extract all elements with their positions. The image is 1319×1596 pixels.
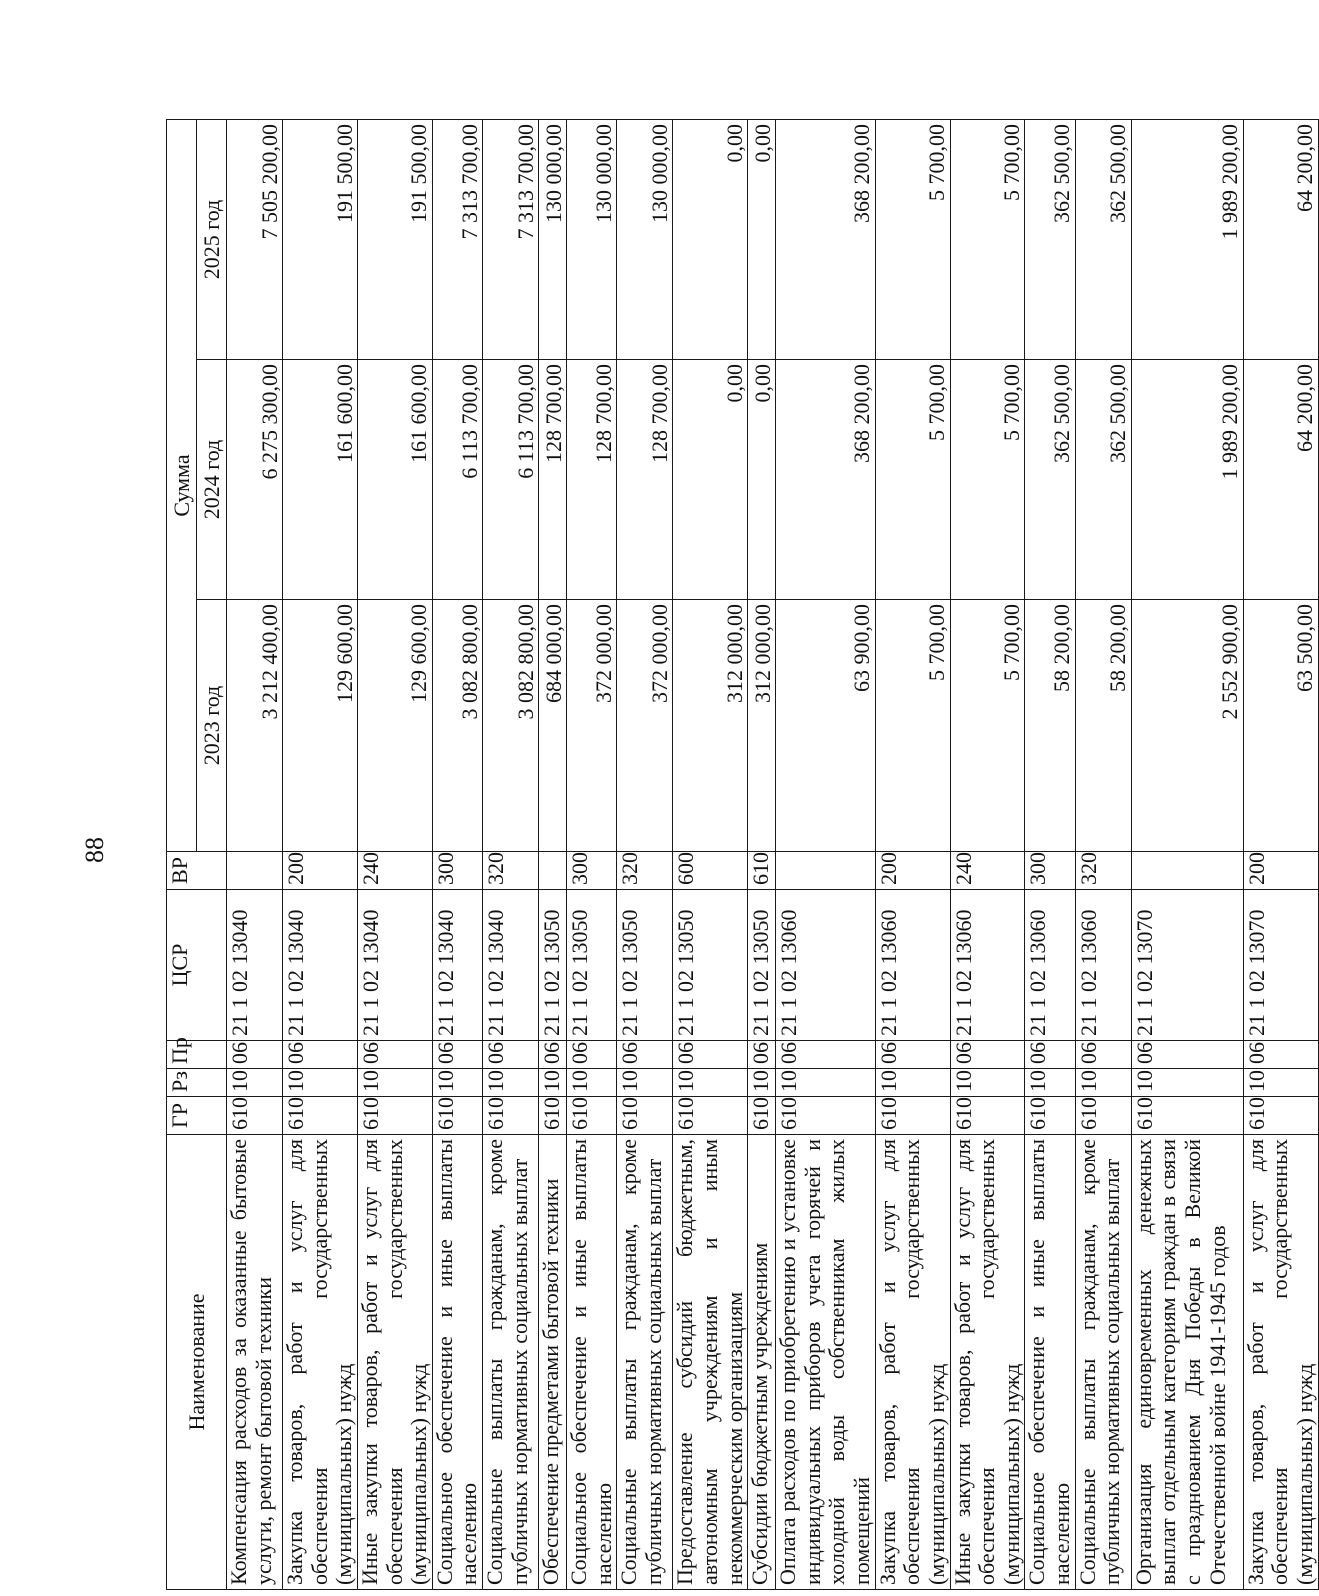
- row-csr: 21 1 02 13040: [283, 890, 358, 1041]
- row-sum-2024: 6 113 700,00: [483, 360, 539, 600]
- row-sum-2025: 5 700,00: [875, 120, 950, 360]
- row-sum-2024: 128 700,00: [539, 360, 567, 600]
- row-sum-2025: 7 313 700,00: [432, 120, 482, 360]
- row-sum-2025: 191 500,00: [357, 120, 432, 360]
- row-sum-2023: 684 000,00: [539, 600, 567, 852]
- row-csr: 21 1 02 13060: [950, 890, 1025, 1041]
- row-csr: 21 1 02 13040: [483, 890, 539, 1041]
- row-sum-2023: 3 082 800,00: [432, 600, 482, 852]
- row-gr: 610: [283, 1097, 358, 1135]
- row-vr: [776, 852, 876, 890]
- row-gr: 610: [483, 1097, 539, 1135]
- row-sum-2023: 312 000,00: [673, 600, 748, 852]
- row-sum-2025: 362 500,00: [1025, 120, 1075, 360]
- row-sum-2024: 362 500,00: [1025, 360, 1075, 600]
- row-rz: 10: [432, 1069, 482, 1097]
- row-sum-2023: 312 000,00: [748, 600, 776, 852]
- row-sum-2024: 1 989 200,00: [1131, 360, 1243, 600]
- row-sum-2023: 372 000,00: [567, 600, 617, 852]
- row-sum-2024: 161 600,00: [283, 360, 358, 600]
- row-sum-2023: 2 552 900,00: [1131, 600, 1243, 852]
- row-gr: 610: [539, 1097, 567, 1135]
- col-header-2024: 2024 год: [197, 360, 227, 600]
- row-vr: 240: [950, 852, 1025, 890]
- row-csr: 21 1 02 13060: [1075, 890, 1131, 1041]
- row-sum-2025: 7 505 200,00: [227, 120, 283, 360]
- row-gr: 610: [432, 1097, 482, 1135]
- row-name: Субсидии бюджетным учреждениям: [748, 1135, 776, 1590]
- row-sum-2024: 0,00: [748, 360, 776, 600]
- table-row: [748, 120, 776, 1590]
- row-gr: 610: [1075, 1097, 1131, 1135]
- row-sum-2025: 0,00: [673, 120, 748, 360]
- row-sum-2025: 7 313 700,00: [483, 120, 539, 360]
- row-gr: 610: [1131, 1097, 1243, 1135]
- row-pr: 06: [432, 1041, 482, 1069]
- row-pr: 06: [748, 1041, 776, 1069]
- row-sum-2025: 191 500,00: [283, 120, 358, 360]
- row-name: Социальные выплаты гражданам, кроме публичных нормативных социальных выплат: [617, 1135, 673, 1590]
- row-sum-2023: 129 600,00: [283, 600, 358, 852]
- row-vr: 200: [283, 852, 358, 890]
- budget-table: [166, 119, 1319, 1590]
- row-sum-2024: 0,00: [673, 360, 748, 600]
- table-row: [617, 120, 673, 1590]
- row-sum-2023: 58 200,00: [1025, 600, 1075, 852]
- row-sum-2024: 6 275 300,00: [227, 360, 283, 600]
- col-header-name: Наименование: [167, 1135, 227, 1590]
- col-header-vr: ВР: [167, 852, 227, 890]
- row-sum-2025: 130 000,00: [539, 120, 567, 360]
- row-pr: 06: [950, 1041, 1025, 1069]
- row-sum-2023: 5 700,00: [950, 600, 1025, 852]
- table-row: [673, 120, 748, 1590]
- row-vr: 320: [617, 852, 673, 890]
- row-sum-2023: 372 000,00: [617, 600, 673, 852]
- row-vr: 610: [748, 852, 776, 890]
- row-name: Социальные выплаты гражданам, кроме публичных нормативных социальных выплат: [1075, 1135, 1131, 1590]
- row-name: Социальное обеспечение и иные выплаты населению: [567, 1135, 617, 1590]
- table-row: [1075, 120, 1131, 1590]
- row-name: Закупка товаров, работ и услуг для обеспечения государственных (муниципальных) нужд: [283, 1135, 358, 1590]
- row-csr: 21 1 02 13040: [227, 890, 283, 1041]
- row-rz: 10: [539, 1069, 567, 1097]
- row-rz: 10: [1025, 1069, 1075, 1097]
- row-pr: 06: [483, 1041, 539, 1069]
- row-rz: 10: [673, 1069, 748, 1097]
- row-pr: 06: [1131, 1041, 1243, 1069]
- row-pr: 06: [357, 1041, 432, 1069]
- row-vr: [227, 852, 283, 890]
- row-rz: 10: [1131, 1069, 1243, 1097]
- table-header-row: [167, 120, 197, 1590]
- row-pr: 06: [1025, 1041, 1075, 1069]
- row-sum-2025: 5 700,00: [950, 120, 1025, 360]
- row-name: Оплата расходов по приобретению и установке индивидуальных приборов учета горячей и холодной воды собственникам жилых помещений: [776, 1135, 876, 1590]
- row-pr: 06: [673, 1041, 748, 1069]
- col-header-2025: 2025 год: [197, 120, 227, 360]
- row-sum-2024: 128 700,00: [617, 360, 673, 600]
- table-row: [1243, 120, 1318, 1590]
- col-header-csr: ЦСР: [167, 890, 227, 1041]
- row-csr: 21 1 02 13050: [617, 890, 673, 1041]
- row-rz: 10: [748, 1069, 776, 1097]
- row-rz: 10: [483, 1069, 539, 1097]
- row-rz: 10: [617, 1069, 673, 1097]
- row-pr: 06: [617, 1041, 673, 1069]
- table-row: [227, 120, 283, 1590]
- col-header-pr: Пр: [167, 1041, 227, 1069]
- row-sum-2023: 3 212 400,00: [227, 600, 283, 852]
- row-csr: 21 1 02 13070: [1131, 890, 1243, 1041]
- row-rz: 10: [1243, 1069, 1318, 1097]
- table-row: [776, 120, 876, 1590]
- row-sum-2023: 3 082 800,00: [483, 600, 539, 852]
- row-sum-2023: 63 900,00: [776, 600, 876, 852]
- row-csr: 21 1 02 13060: [875, 890, 950, 1041]
- row-vr: 200: [875, 852, 950, 890]
- row-name: Обеспечение предметами бытовой техники: [539, 1135, 567, 1590]
- row-name: Социальное обеспечение и иные выплаты населению: [1025, 1135, 1075, 1590]
- row-sum-2024: 64 200,00: [1243, 360, 1318, 600]
- table-row: [1025, 120, 1075, 1590]
- row-sum-2023: 58 200,00: [1075, 600, 1131, 852]
- table-row: [283, 120, 358, 1590]
- col-header-rz: Рз: [167, 1069, 227, 1097]
- row-gr: 610: [1243, 1097, 1318, 1135]
- row-pr: 06: [1243, 1041, 1318, 1069]
- row-gr: 610: [673, 1097, 748, 1135]
- col-header-gr: ГР: [167, 1097, 227, 1135]
- row-rz: 10: [283, 1069, 358, 1097]
- row-sum-2025: 64 200,00: [1243, 120, 1318, 360]
- row-csr: 21 1 02 13060: [1025, 890, 1075, 1041]
- table-row: [483, 120, 539, 1590]
- row-sum-2024: 5 700,00: [950, 360, 1025, 600]
- row-name: Социальные выплаты гражданам, кроме публичных нормативных социальных выплат: [483, 1135, 539, 1590]
- row-pr: 06: [776, 1041, 876, 1069]
- row-sum-2025: 130 000,00: [567, 120, 617, 360]
- row-sum-2024: 161 600,00: [357, 360, 432, 600]
- table-row: [432, 120, 482, 1590]
- row-pr: 06: [283, 1041, 358, 1069]
- row-rz: 10: [950, 1069, 1025, 1097]
- table-row: [357, 120, 432, 1590]
- row-pr: 06: [875, 1041, 950, 1069]
- row-pr: 06: [539, 1041, 567, 1069]
- row-csr: 21 1 02 13050: [539, 890, 567, 1041]
- row-csr: 21 1 02 13060: [776, 890, 876, 1041]
- row-name: Компенсация расходов за оказанные бытовые услуги, ремонт бытовой техники: [227, 1135, 283, 1590]
- row-name: Закупка товаров, работ и услуг для обеспечения государственных (муниципальных) нужд: [1243, 1135, 1318, 1590]
- col-header-sum: Сумма: [167, 120, 197, 852]
- table-row: [950, 120, 1025, 1590]
- row-sum-2025: 1 989 200,00: [1131, 120, 1243, 360]
- row-vr: 240: [357, 852, 432, 890]
- row-vr: 320: [1075, 852, 1131, 890]
- row-gr: 610: [776, 1097, 876, 1135]
- row-sum-2024: 128 700,00: [567, 360, 617, 600]
- row-sum-2025: 0,00: [748, 120, 776, 360]
- row-rz: 10: [567, 1069, 617, 1097]
- row-gr: 610: [357, 1097, 432, 1135]
- table-row: [539, 120, 567, 1590]
- row-name: Предоставление субсидий бюджетным, автономным учреждениям и иным некоммерческим организациям: [673, 1135, 748, 1590]
- row-rz: 10: [875, 1069, 950, 1097]
- table-row: [567, 120, 617, 1590]
- row-name: Иные закупки товаров, работ и услуг для обеспечения государственных (муниципальных) нужд: [950, 1135, 1025, 1590]
- row-vr: [1131, 852, 1243, 890]
- row-sum-2023: 5 700,00: [875, 600, 950, 852]
- row-vr: 300: [567, 852, 617, 890]
- row-csr: 21 1 02 13040: [432, 890, 482, 1041]
- row-pr: 06: [567, 1041, 617, 1069]
- row-pr: 06: [1075, 1041, 1131, 1069]
- row-csr: 21 1 02 13050: [567, 890, 617, 1041]
- row-name: Иные закупки товаров, работ и услуг для обеспечения государственных (муниципальных) нужд: [357, 1135, 432, 1590]
- row-name: Организация единовременных денежных выплат отдельным категориям граждан в связи с празднованием Дня Победы в Великой Отечественной войне 1941-1945 годов: [1131, 1135, 1243, 1590]
- row-csr: 21 1 02 13040: [357, 890, 432, 1041]
- row-gr: 610: [748, 1097, 776, 1135]
- row-csr: 21 1 02 13050: [673, 890, 748, 1041]
- row-gr: 610: [227, 1097, 283, 1135]
- row-pr: 06: [227, 1041, 283, 1069]
- row-name: Социальное обеспечение и иные выплаты населению: [432, 1135, 482, 1590]
- col-header-2023: 2023 год: [197, 600, 227, 852]
- page-number: 88: [80, 837, 109, 863]
- table-row: [875, 120, 950, 1590]
- row-rz: 10: [1075, 1069, 1131, 1097]
- row-sum-2025: 368 200,00: [776, 120, 876, 360]
- row-vr: 300: [1025, 852, 1075, 890]
- row-csr: 21 1 02 13050: [748, 890, 776, 1041]
- row-vr: 600: [673, 852, 748, 890]
- row-gr: 610: [617, 1097, 673, 1135]
- row-sum-2024: 6 113 700,00: [432, 360, 482, 600]
- table-row: [1131, 120, 1243, 1590]
- row-sum-2024: 362 500,00: [1075, 360, 1131, 600]
- row-gr: 610: [567, 1097, 617, 1135]
- row-sum-2024: 5 700,00: [875, 360, 950, 600]
- row-csr: 21 1 02 13070: [1243, 890, 1318, 1041]
- row-rz: 10: [227, 1069, 283, 1097]
- rotated-table-container: [166, 120, 1318, 1590]
- row-vr: 320: [483, 852, 539, 890]
- row-rz: 10: [357, 1069, 432, 1097]
- row-sum-2023: 129 600,00: [357, 600, 432, 852]
- row-gr: 610: [1025, 1097, 1075, 1135]
- row-sum-2025: 130 000,00: [617, 120, 673, 360]
- row-rz: 10: [776, 1069, 876, 1097]
- row-gr: 610: [875, 1097, 950, 1135]
- row-vr: 200: [1243, 852, 1318, 890]
- row-sum-2024: 368 200,00: [776, 360, 876, 600]
- row-vr: [539, 852, 567, 890]
- row-vr: 300: [432, 852, 482, 890]
- row-sum-2025: 362 500,00: [1075, 120, 1131, 360]
- row-sum-2023: 63 500,00: [1243, 600, 1318, 852]
- row-gr: 610: [950, 1097, 1025, 1135]
- row-name: Закупка товаров, работ и услуг для обеспечения государственных (муниципальных) нужд: [875, 1135, 950, 1590]
